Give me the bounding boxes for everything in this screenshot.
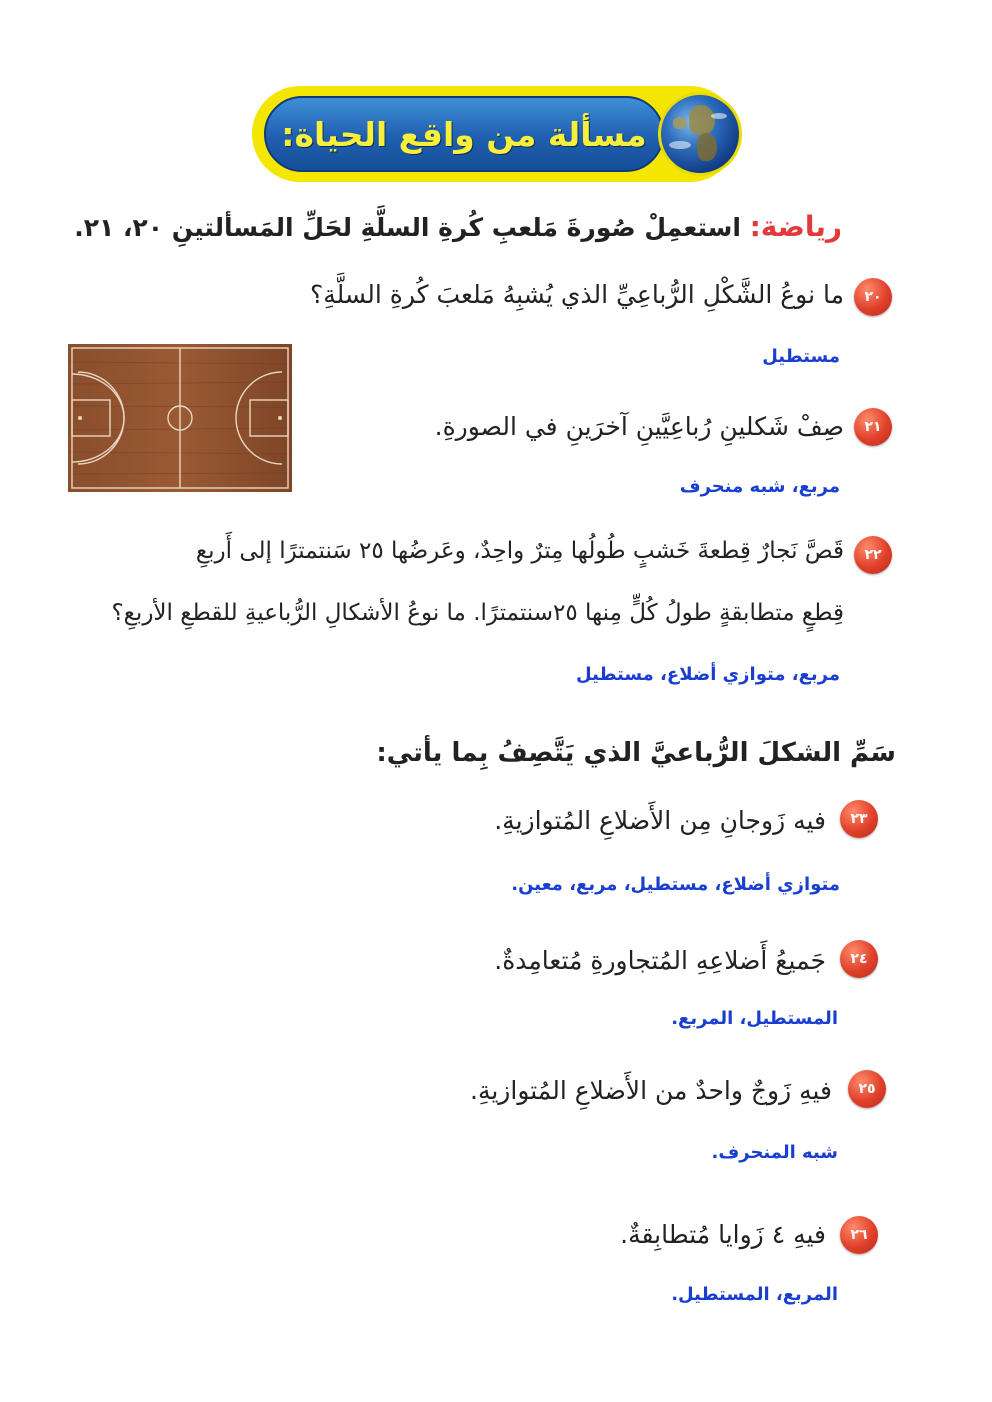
question-24-text: جَميعُ أَضلاعِهِ المُتجاورةِ مُتعامِدةٌ. <box>494 946 826 975</box>
question-24-answer: المستطيل، المربع. <box>671 1008 838 1029</box>
question-number-20: ٢٠ <box>854 278 892 316</box>
intro-label: رياضة: <box>749 210 842 243</box>
question-22-text-line2: قِطعٍ متطابقةٍ طولُ كُلٍّ مِنها ٢٥سنتمترًا. ما نوعُ الأشكالِ الرُّباعيةِ للقطعِ الأربعِ؟ <box>111 600 844 626</box>
question-26-answer: المربع، المستطيل. <box>671 1284 838 1305</box>
section-heading: سَمِّ الشكلَ الرُّباعيَّ الذي يَتَّصِفُ بِما يأتي: <box>376 738 896 768</box>
question-number-25: ٢٥ <box>848 1070 886 1108</box>
question-21-answer: مربع، شبه منحرف <box>679 476 840 497</box>
intro-line <box>74 210 842 243</box>
question-23-text: فيه زَوجانِ مِن الأَضلاعِ المُتوازيةِ. <box>494 806 826 835</box>
question-25-text: فيهِ زَوجٌ واحدٌ من الأَضلاعِ المُتوازيةِ. <box>470 1076 832 1105</box>
question-20-text: ما نوعُ الشَّكْلِ الرُّباعِيِّ الذي يُشبِهُ مَلعبَ كُرةِ السلَّةِ؟ <box>309 280 844 309</box>
basketball-court-image <box>68 344 292 492</box>
title-banner-bar <box>264 96 664 172</box>
question-number-24: ٢٤ <box>840 940 878 978</box>
question-21-text: صِفْ شَكلينِ رُباعِيَّينِ آخرَينِ في الصورةِ. <box>434 412 844 441</box>
globe-icon <box>658 92 742 176</box>
question-25-answer: شبه المنحرف. <box>711 1142 838 1163</box>
question-number-26: ٢٦ <box>840 1216 878 1254</box>
question-20-answer: مستطيل <box>762 346 840 367</box>
page-title: مسألة من واقع الحياة: <box>281 114 647 154</box>
question-22-text-line1: قَصَّ نَجارٌ قِطعةَ خَشبٍ طُولُها مِترٌ واحِدٌ، وعَرضُها ٢٥ سَنتمترًا إلى أَربعِ <box>195 538 844 564</box>
intro-text: استعمِلْ صُورةَ مَلعبِ كُرةِ السلَّةِ لحَلِّ المَسألتينِ ٢٠، ٢١. <box>74 213 750 242</box>
question-26-text: فيهِ ٤ زَوايا مُتطابِقةٌ. <box>620 1220 826 1249</box>
question-number-21: ٢١ <box>854 408 892 446</box>
title-banner <box>252 86 738 182</box>
question-23-answer: متوازي أضلاع، مستطيل، مربع، معين. <box>511 874 840 895</box>
question-number-23: ٢٣ <box>840 800 878 838</box>
question-number-22: ٢٢ <box>854 536 892 574</box>
question-22-answer: مربع، متوازي أضلاع، مستطيل <box>576 664 840 685</box>
